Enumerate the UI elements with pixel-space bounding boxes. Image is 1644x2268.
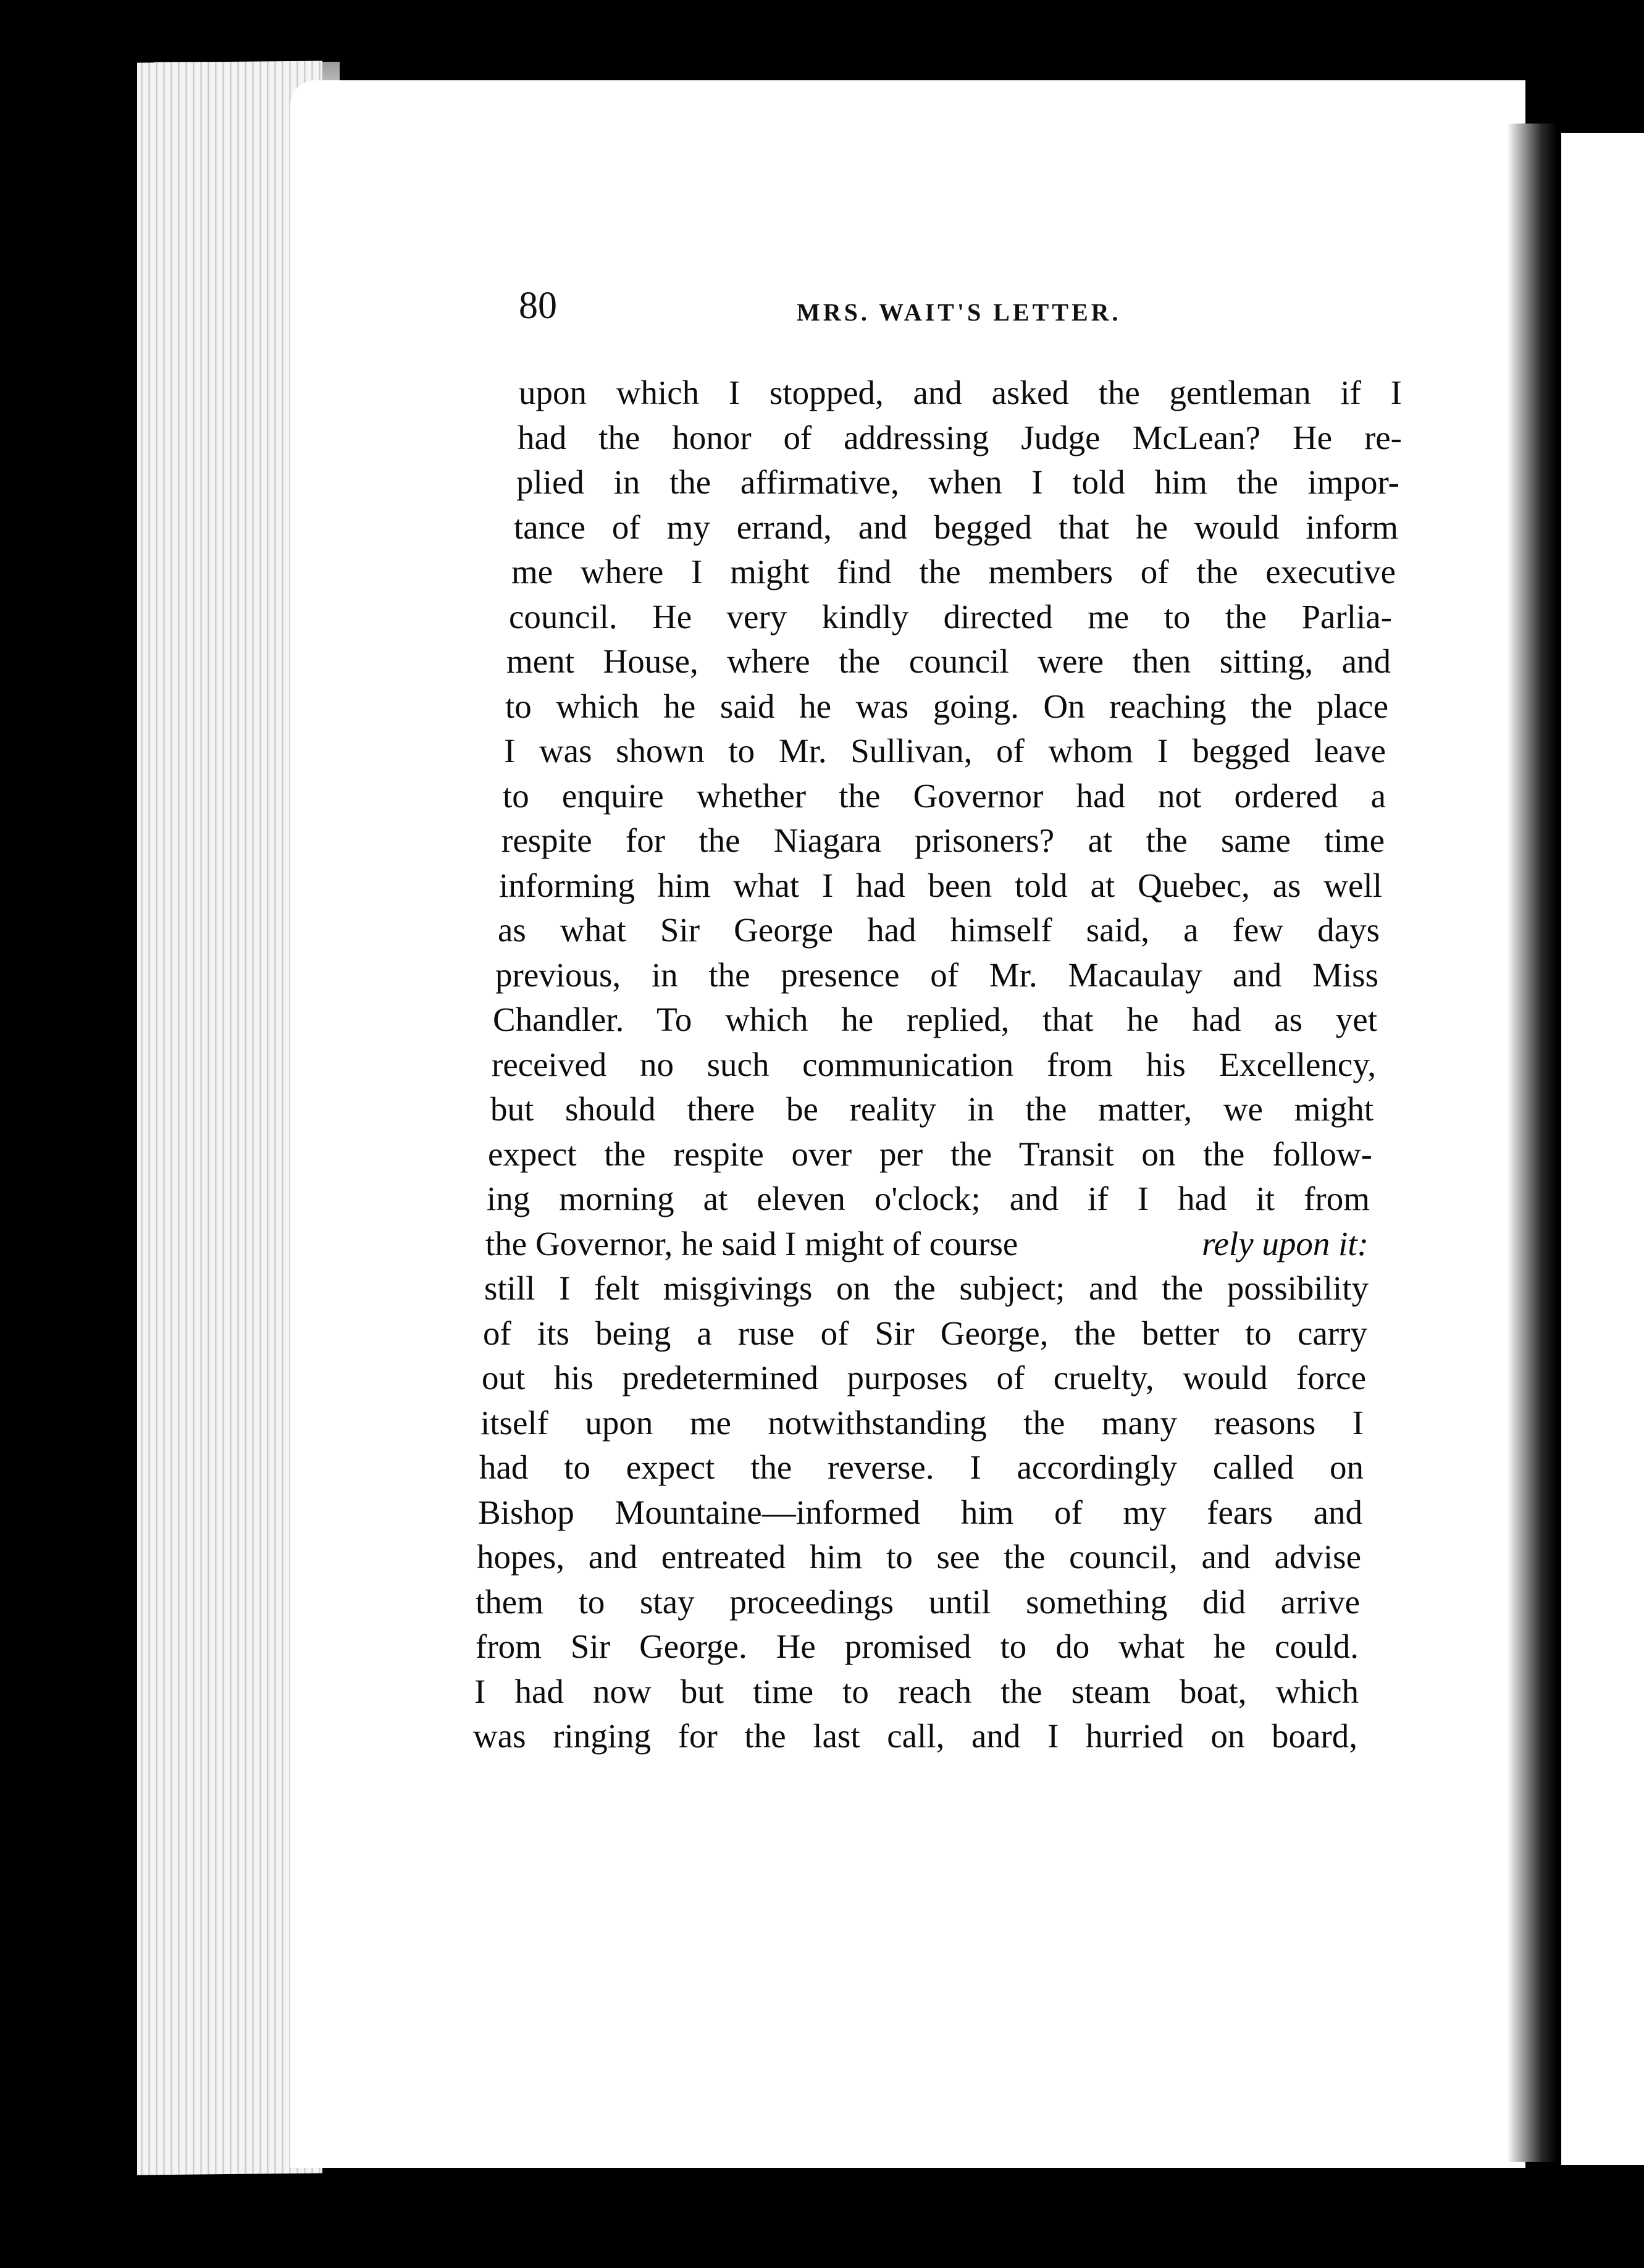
text-line: informing him what I had been told at Quebec, as well: [499, 866, 1382, 904]
page-number: 80: [519, 285, 557, 327]
text-line-with-italic: [485, 1222, 1369, 1267]
text-line: upon which I stopped, and asked the gentleman if I: [519, 374, 1402, 411]
text-line: from Sir George. He promised to do what he could.: [476, 1628, 1359, 1665]
text-line: tance of my errand, and begged that he would inform: [514, 508, 1398, 546]
text-line: I had now but time to reach the steam boat, which: [474, 1672, 1359, 1710]
text-line: itself upon me notwithstanding the many reasons I: [480, 1403, 1364, 1442]
text-line: as what Sir George had himself said, a few days: [498, 911, 1380, 949]
text-line: out his predetermined purposes of cruelty, would force: [482, 1359, 1366, 1396]
running-title: MRS. WAIT'S LETTER.: [797, 298, 1122, 326]
text-line: plied in the affirmative, when I told him the impor-: [516, 463, 1399, 501]
text-line: to enquire whether the Governor had not ordered a: [503, 776, 1386, 815]
text-line: respite for the Niagara prisoners? at the same time: [501, 821, 1385, 859]
text-line: of its being a ruse of Sir George, the better to carry: [483, 1314, 1367, 1352]
text-line: but should there be reality in the matter, we might: [490, 1090, 1373, 1128]
text-line: previous, in the presence of Mr. Macaulay and Miss: [495, 956, 1378, 994]
text-segment: the Governor, he said I might of course: [485, 1224, 1018, 1262]
facing-page-edge: [1561, 133, 1644, 2165]
text-line: ment House, where the council were then sitting, and: [506, 642, 1391, 680]
text-line: was ringing for the last call, and I hurried on board,: [473, 1717, 1357, 1755]
text-line: expect the respite over per the Transit on the follow-: [488, 1135, 1372, 1173]
text-line: I was shown to Mr. Sullivan, of whom I begged leave: [504, 732, 1386, 770]
text-line: council. He very kindly directed me to the Parlia-: [509, 597, 1392, 636]
italic-emphasis: rely upon it:: [1202, 1224, 1369, 1262]
running-head: [519, 284, 1173, 340]
text-line: had the honor of addressing Judge McLean? He re-: [518, 418, 1402, 456]
letter-body: [473, 371, 1402, 1759]
text-line: them to stay proceedings until something did arrive: [476, 1582, 1360, 1621]
text-line: Chandler. To which he replied, that he had as yet: [493, 1001, 1377, 1038]
text-line: hopes, and entreated him to see the council, and advise: [477, 1538, 1361, 1576]
text-line: ing morning at eleven o'clock; and if I had it from: [487, 1180, 1370, 1217]
text-line: Bishop Mountaine—informed him of my fears and: [478, 1493, 1362, 1531]
text-line: me where I might find the members of the executive: [511, 553, 1396, 590]
text-line: had to expect the reverse. I accordingly called on: [479, 1448, 1364, 1486]
text-line: to which he said he was going. On reaching the place: [505, 687, 1388, 725]
text-line: still I felt misgivings on the subject; and the possibility: [484, 1269, 1369, 1307]
text-line: received no such communication from his Excellency,: [492, 1045, 1376, 1083]
gutter-shadow: [1507, 124, 1556, 2162]
